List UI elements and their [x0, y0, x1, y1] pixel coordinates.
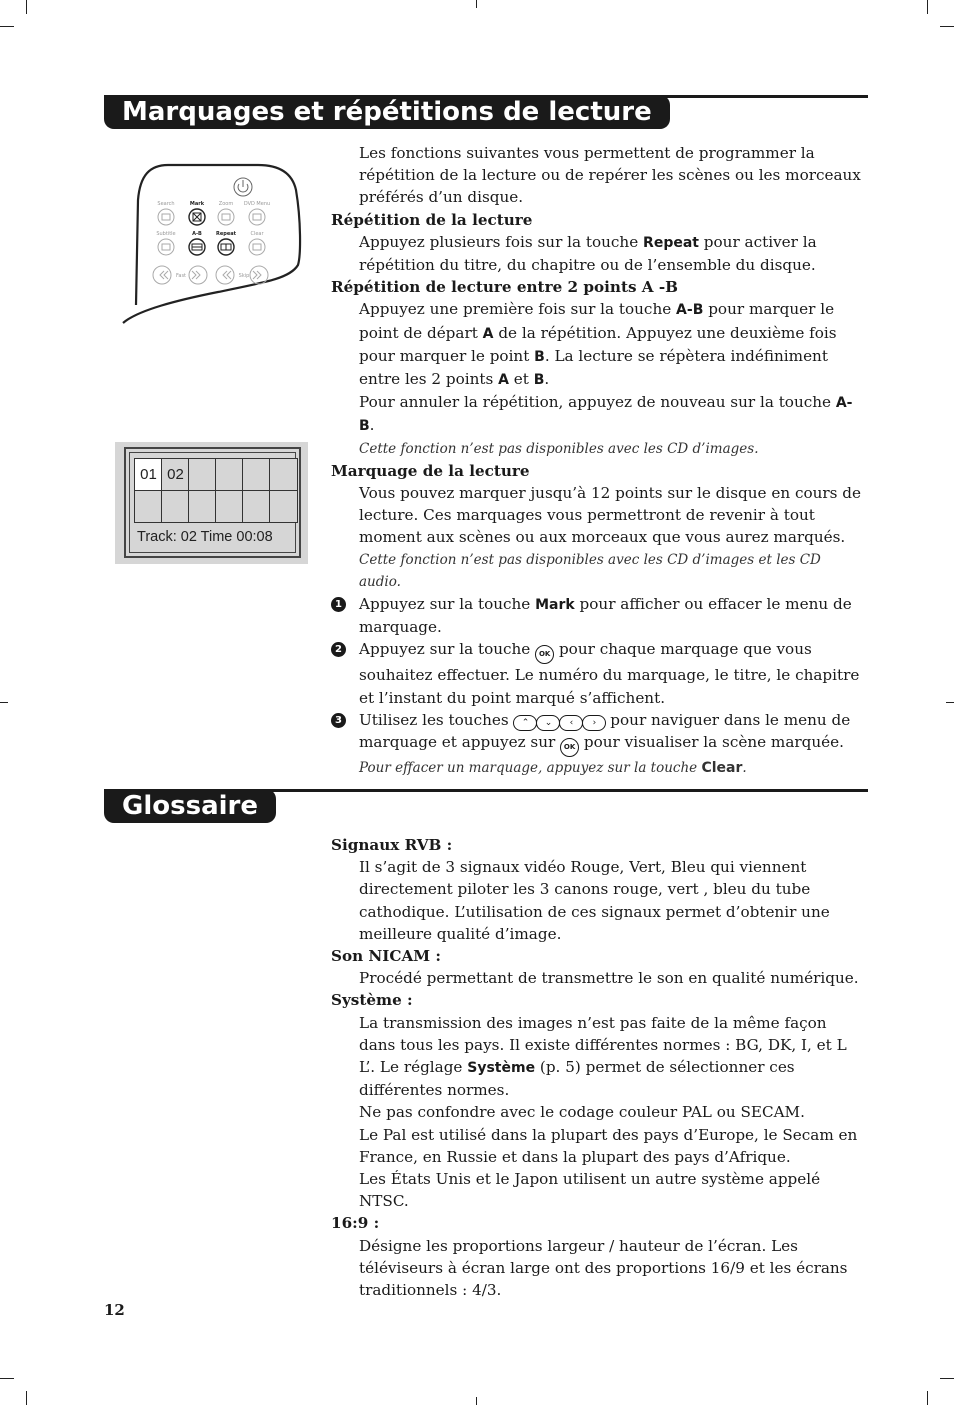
- zoom-button-icon: [218, 209, 234, 225]
- clear-note: Pour effacer un marquage, appuyez sur la touche Clear.: [359, 760, 747, 777]
- page-number: 12: [104, 1301, 125, 1319]
- mark-status-line: Track: 02 Time 00:08: [137, 529, 273, 545]
- ab-heading: Répétition de lecture entre 2 points A -B: [331, 278, 679, 297]
- crop-mark: [26, 1391, 27, 1405]
- down-arrow-icon: ⌄: [536, 715, 560, 731]
- crop-mark: [940, 26, 954, 27]
- mark-cell: [269, 458, 298, 491]
- mark-cell: [215, 490, 244, 523]
- marquages-text: [331, 142, 866, 779]
- crop-mark: [0, 26, 14, 27]
- right-arrow-icon: ›: [582, 715, 606, 731]
- ab-note: Cette fonction n’est pas disponibles avec les CD d’images.: [359, 440, 759, 457]
- clear-key: Clear: [701, 760, 743, 777]
- step-2: 2 Appuyez sur la touche OK pour chaque marquage que vous souhaitez effectuer. Le numéro du marquage, le titre, le chapitre et l’instant du point marqué s’affichent.: [331, 638, 866, 708]
- ratio-heading: 16:9 :: [331, 1214, 380, 1233]
- crop-mark: [0, 702, 8, 703]
- mark-cell: [269, 490, 298, 523]
- crop-mark: [476, 0, 477, 8]
- mark-heading: Marquage de la lecture: [331, 461, 530, 480]
- systeme-paragraph-3: Le Pal est utilisé dans la plupart des pays d’Europe, le Secam en France, en Russie et dans la plupart des pays d’Afrique.: [359, 1125, 858, 1166]
- mark-cell: 01: [134, 458, 163, 491]
- remote-label: Mark: [189, 201, 205, 207]
- ab-paragraph: Appuyez une première fois sur la touche A-B pour marquer le point de départ A de la répétition. Appuyez une deuxième fois pour marquer le point B. La lecture se répètera indéfiniment entre les 2 points A et B. Pour annuler la répétition, appuyez de nouveau sur la touche A-B.: [359, 300, 853, 435]
- mark-cell: [242, 490, 271, 523]
- ok-button-icon: OK: [560, 738, 579, 757]
- nicam-paragraph: Procédé permettant de transmettre le son en qualité numérique.: [359, 969, 859, 988]
- mark-key: Mark: [535, 597, 575, 614]
- repeat-paragraph: Appuyez plusieurs fois sur la touche Repeat pour activer la répétition du titre, du chapitre ou de l’ensemble du disque.: [359, 232, 817, 275]
- mark-grid: [134, 458, 297, 522]
- skip-previous-button-icon: [216, 266, 234, 284]
- search-button-icon: [158, 209, 174, 225]
- skip-next-button-icon: [250, 266, 268, 284]
- mark-menu-frame: [124, 447, 301, 558]
- mark-cell: 02: [161, 458, 190, 491]
- section-title: Glossaire: [104, 789, 276, 823]
- mark-menu-screen: [115, 442, 308, 564]
- crop-mark: [946, 702, 954, 703]
- crop-mark: [0, 1378, 14, 1379]
- systeme-paragraph-4: Les États Unis et le Japon utilisent un autre système appelé NTSC.: [359, 1170, 821, 1211]
- intro-paragraph: Les fonctions suivantes vous permettent de programmer la répétition de la lecture ou de repérer les scènes ou les morceaux préférés d’un disque.: [359, 144, 861, 207]
- repeat-heading: Répétition de la lecture: [331, 210, 533, 229]
- step-number: 2: [331, 642, 346, 657]
- systeme-paragraph: La transmission des images n’est pas faite de la même façon dans tous les pays. Il existe différentes normes : BG, DK, I, et L L’. Le réglage Système (p. 5) permet de sélectionner ces différentes normes.: [359, 1013, 847, 1100]
- systeme-key: Système: [467, 1060, 536, 1077]
- rvb-paragraph: Il s’agit de 3 signaux vidéo Rouge, Vert, Bleu qui viennent directement piloter les 3 canons rouge, vert , bleu du tube cathodique. L’utilisation de ces signaux permet d’obtenir une meilleure qualité d’image.: [359, 858, 830, 943]
- clear-button-icon: [249, 239, 265, 255]
- crop-mark: [940, 1378, 954, 1379]
- subtitle-button-icon: [158, 239, 174, 255]
- mark-menu-inner-frame: [129, 452, 296, 553]
- fast-forward-button-icon: [189, 266, 207, 284]
- mark-paragraph: Vous pouvez marquer jusqu’à 12 points sur le disque en cours de lecture. Ces marquages vous permettront de revenir à tout moment aux scènes ou aux morceaux que vous aurez marqués.: [359, 484, 861, 547]
- mark-cell: [215, 458, 244, 491]
- remote-label: Fast: [175, 273, 187, 279]
- remote-control-illustration: [118, 160, 308, 330]
- mark-cell: [242, 458, 271, 491]
- crop-mark: [476, 1397, 477, 1405]
- fast-rewind-button-icon: [153, 266, 171, 284]
- remote-label: Skip: [238, 273, 250, 279]
- ab-key: A-B: [676, 302, 704, 319]
- crop-mark: [927, 1391, 928, 1405]
- dvd-menu-button-icon: [249, 209, 265, 225]
- glossaire-text: [331, 834, 866, 1301]
- ratio-paragraph: Désigne les proportions largeur / hauteur de l’écran. Les téléviseurs à écran large ont des proportions 16/9 et les écrans traditionnels : 4/3.: [359, 1236, 848, 1300]
- remote-label: DVD Menu: [243, 201, 271, 207]
- mark-cell: [161, 490, 190, 523]
- mark-cell: [188, 490, 217, 523]
- section-title: Marquages et répétitions de lecture: [104, 95, 670, 129]
- ok-button-icon: OK: [535, 645, 554, 664]
- remote-label: Subtitle: [156, 231, 176, 237]
- systeme-paragraph-2: Ne pas confondre avec le codage couleur PAL ou SECAM.: [359, 1103, 805, 1122]
- mark-cell: [134, 490, 163, 523]
- remote-label: Clear: [250, 231, 264, 237]
- left-arrow-icon: ‹: [559, 715, 583, 731]
- crop-mark: [26, 0, 27, 14]
- rvb-heading: Signaux RVB :: [331, 836, 453, 854]
- remote-label: Repeat: [216, 231, 236, 237]
- power-icon: [234, 178, 252, 196]
- step-1: 1 Appuyez sur la touche Mark pour afficher ou effacer le menu de marquage.: [331, 593, 866, 638]
- remote-label: Zoom: [218, 201, 234, 207]
- up-arrow-icon: ⌃: [513, 715, 537, 731]
- mark-note: Cette fonction n’est pas disponibles avec les CD d’images et les CD audio.: [359, 551, 821, 590]
- step-3: 3 Utilisez les touches ⌃ ⌄ ‹ › pour naviguer dans le menu de marquage et appuyez sur OK pour visualiser la scène marquée.: [331, 709, 866, 757]
- crop-mark: [927, 0, 928, 14]
- step-number: 3: [331, 713, 346, 728]
- systeme-heading: Système :: [331, 991, 413, 1010]
- repeat-key: Repeat: [643, 234, 699, 251]
- mark-cell: [188, 458, 217, 491]
- nicam-heading: Son NICAM :: [331, 947, 441, 966]
- remote-label: A-B: [192, 231, 202, 237]
- step-number: 1: [331, 597, 346, 612]
- remote-label: Search: [157, 201, 175, 207]
